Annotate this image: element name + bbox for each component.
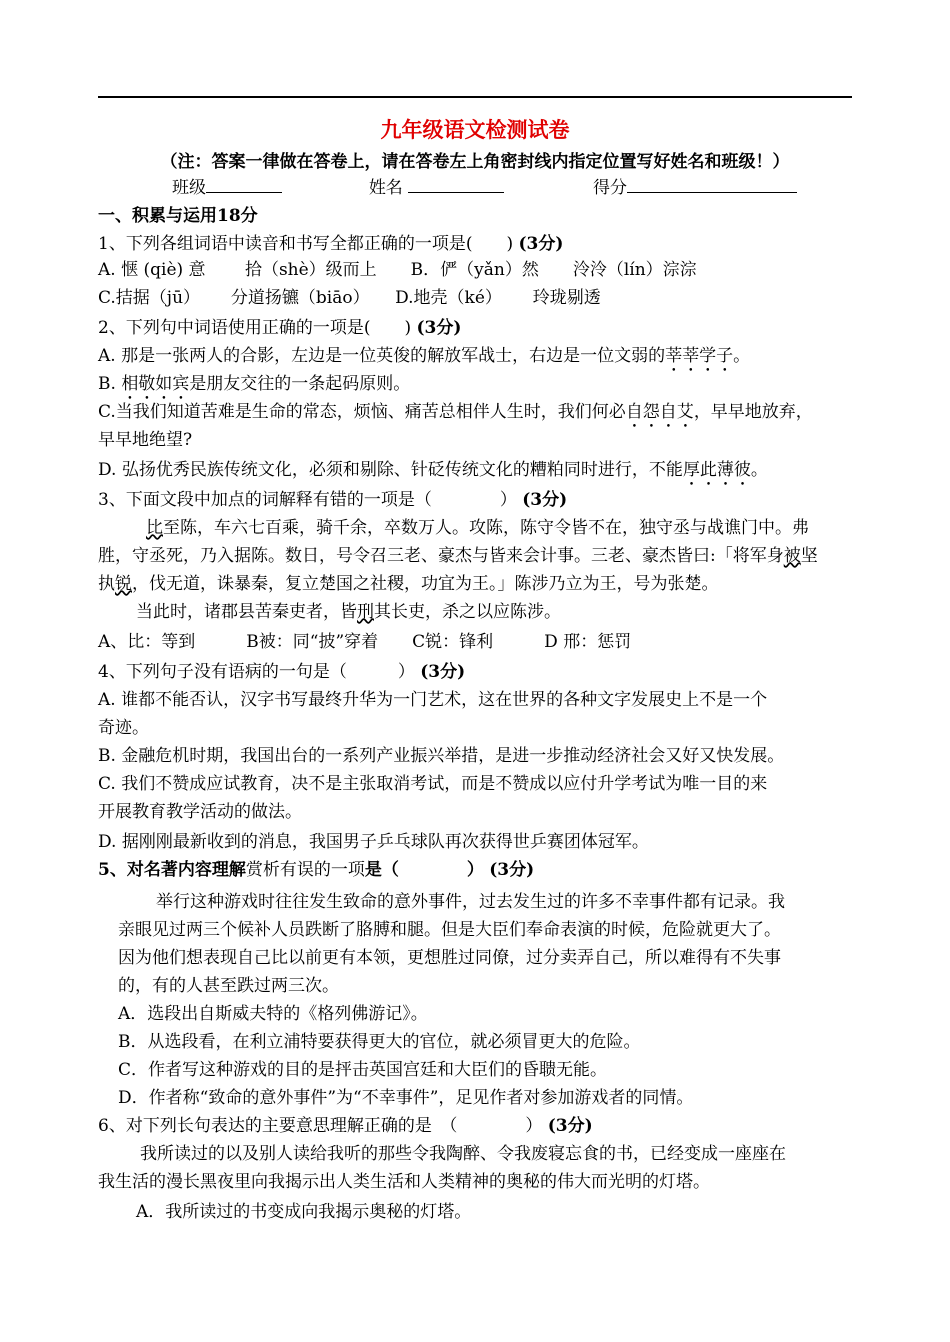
top-rule [98, 96, 852, 98]
q3-passage-line-1 [146, 516, 809, 540]
q6-stem-text: 6、对下列长句表达的主要意思理解正确的是 （ ） [98, 1116, 543, 1136]
q3-word-xing: 刑 [357, 602, 374, 622]
q2-option-c [98, 400, 813, 432]
q4-option-a-cont: 奇迹。 [98, 718, 149, 738]
name-field[interactable] [408, 174, 504, 193]
q4-option-a: A. 谁都不能否认，汉字书写最终升华为一门艺术，这在世界的各种文字发展史上不是一个 [98, 690, 768, 710]
class-field[interactable] [206, 174, 282, 193]
q6-score: (3分) [547, 1116, 593, 1136]
q5-passage-line-3: 因为他们想表现自己比以前更有本领，更想胜过同僚，过分卖弄自己，所以难得有不失事 [118, 948, 781, 968]
q3-score: (3分) [522, 490, 568, 510]
form-row [172, 174, 797, 200]
q3-word-bi: 比 [146, 518, 163, 538]
score-field[interactable] [627, 174, 797, 193]
q3-passage-para-2 [136, 600, 561, 624]
q2-d-dotted: 厚此薄彼 [682, 460, 751, 480]
q5-score: (3分) [489, 860, 535, 880]
question-5-stem [98, 858, 534, 882]
q5-option-c: C．作者写这种游戏的目的是抨击英国宫廷和大臣们的昏聩无能。 [118, 1060, 608, 1080]
q5-option-b: B．从选段看，在利立浦特要获得更大的官位，就必须冒更大的危险。 [118, 1032, 641, 1052]
q4-score: (3分) [420, 662, 466, 682]
question-2-stem [98, 316, 461, 340]
q2-a-dotted: 莘莘学子 [665, 346, 734, 366]
q4-stem-text: 4、下列句子没有语病的一句是（ ） [98, 662, 415, 682]
score-label: 得分 [593, 178, 628, 198]
q2-option-c-cont: 早早地绝望? [98, 430, 193, 450]
question-4-stem [98, 660, 465, 684]
q2-b-text: B. [98, 374, 122, 394]
class-label: 班级 [172, 178, 206, 198]
name-label: 姓名 [368, 178, 403, 198]
question-6-stem [98, 1114, 593, 1138]
question-3-stem [98, 488, 567, 512]
q5-stem-start: 5、对名著内容理解 [98, 860, 246, 880]
section-heading: 一、积累与运用18分 [98, 206, 258, 226]
question-1-stem [98, 232, 563, 256]
q5-option-d: D．作者称“致命的意外事件”为“不幸事件”，足见作者对参加游戏者的同情。 [118, 1088, 694, 1108]
q2-c-end: ，早早地放弃， [693, 402, 813, 422]
q3-para2-text: 当此时，诸郡县苦秦吏者，皆 [136, 602, 357, 622]
q1-stem-text: 1、下列各组词语中读音和书写全都正确的一项是( ) [98, 234, 514, 254]
q2-c-dotted: 自怨自艾 [625, 402, 694, 422]
q3-passage-line-2 [98, 544, 818, 568]
q2-d-end: 。 [750, 460, 768, 480]
q2-a-text: A. 那是一张两人的合影，左边是一位英俊的解放军战士，右边是一位文弱的 [98, 346, 666, 366]
q3-line2-end: 坚 [800, 546, 818, 566]
q2-b-dotted: 相敬如宾 [121, 374, 190, 394]
q2-c-text: C.当我们知道苦难是生命的常态，烦恼、痛苦总相伴人生时，我们何必 [98, 402, 626, 422]
q4-option-c: C. 我们不赞成应试教育，决不是主张取消考试，而是不赞成以应付升学考试为唯一目的来 [98, 774, 768, 794]
q3-stem-text: 3、下面文段中加点的词解释有错的一项是（ ） [98, 490, 517, 510]
q3-passage-line-3 [98, 572, 719, 596]
q5-stem-end: 是（ ） [364, 860, 484, 880]
q5-passage-line-4: 的，有的人甚至跌过两三次。 [118, 976, 339, 996]
q5-stem-mid: 赏析有误的一项 [245, 860, 365, 880]
q3-word-rui: 锐 [115, 574, 132, 594]
q1-score: (3分) [518, 234, 564, 254]
q6-passage-line-2: 我生活的漫长黑夜里向我揭示出人类生活和人类精神的奥秘的伟大而光明的灯塔。 [98, 1172, 710, 1192]
q3-line3-text: ，伐无道，诛暴秦，复立楚国之社稷，功宜为王。」陈涉乃立为王，号为张楚。 [132, 574, 719, 594]
q3-para2-end: 其长吏，杀之以应陈涉。 [374, 602, 561, 622]
q2-a-end: 。 [733, 346, 751, 366]
q2-score: (3分) [416, 318, 462, 338]
q4-option-c-cont: 开展教育教学活动的做法。 [98, 802, 302, 822]
q5-passage-line-1: 举行这种游戏时往往发生致命的意外事件，过去发生过的许多不幸事件都有记录。我 [156, 892, 785, 912]
q2-option-d [98, 458, 768, 490]
q3-line3-start: 执 [98, 574, 115, 594]
q2-stem-text: 2、下列句中词语使用正确的一项是( ) [98, 318, 412, 338]
q5-passage-line-2: 亲眼见过两三个候补人员跌断了胳膊和腿。但是大臣们奉命表演的时候，危险就更大了。 [118, 920, 781, 940]
q3-word-bei: 被 [783, 546, 801, 566]
page-title: 九年级语文检测试卷 [380, 117, 570, 142]
q3-line1-text: 至陈，车六七百乘，骑千余，卒数万人。攻陈，陈守令皆不在，独守丞与战谯门中。弗 [163, 518, 809, 538]
q2-b-end: 是朋友交往的一条起码原则。 [189, 374, 411, 394]
q4-option-b: B. 金融危机时期，我国出台的一系列产业振兴举措，是进一步推动经济社会又好又快发展。 [98, 746, 785, 766]
q6-passage-line-1: 我所读过的以及别人读给我听的那些令我陶醉、令我废寝忘食的书，已经变成一座座在 [140, 1144, 786, 1164]
q1-option-ab: A. 惬 (qiè) 意 拾（shè）级而上 B．俨（yǎn）然 泠泠（lín）淙淙 [98, 260, 697, 280]
q5-option-a: A．选段出自斯威夫特的《格列佛游记》。 [118, 1004, 428, 1024]
q1-option-cd: C.拮据（jū） 分道扬镳（biāo） D.地壳（ké） 玲珑剔透 [98, 288, 601, 308]
q3-line2-text: 胜，守丞死，乃入据陈。数日，号令召三老、豪杰与皆来会计事。三老、豪杰皆曰:「将军身 [98, 546, 784, 566]
instruction-note: （注：答案一律做在答卷上，请在答卷左上角密封线内指定位置写好姓名和班级！） [160, 152, 790, 172]
q4-option-d: D. 据刚刚最新收到的消息，我国男子乒乓球队再次获得世乒赛团体冠军。 [98, 832, 649, 852]
q3-options: A、比：等到 B被：同“披”穿着 C锐：锋利 D 邢：惩罚 [98, 632, 632, 652]
q6-option-a: A．我所读过的书变成向我揭示奥秘的灯塔。 [136, 1202, 472, 1222]
q2-d-text: D. 弘扬优秀民族传统文化，必须和剔除、针砭传统文化的糟粕同时进行，不能 [98, 460, 683, 480]
